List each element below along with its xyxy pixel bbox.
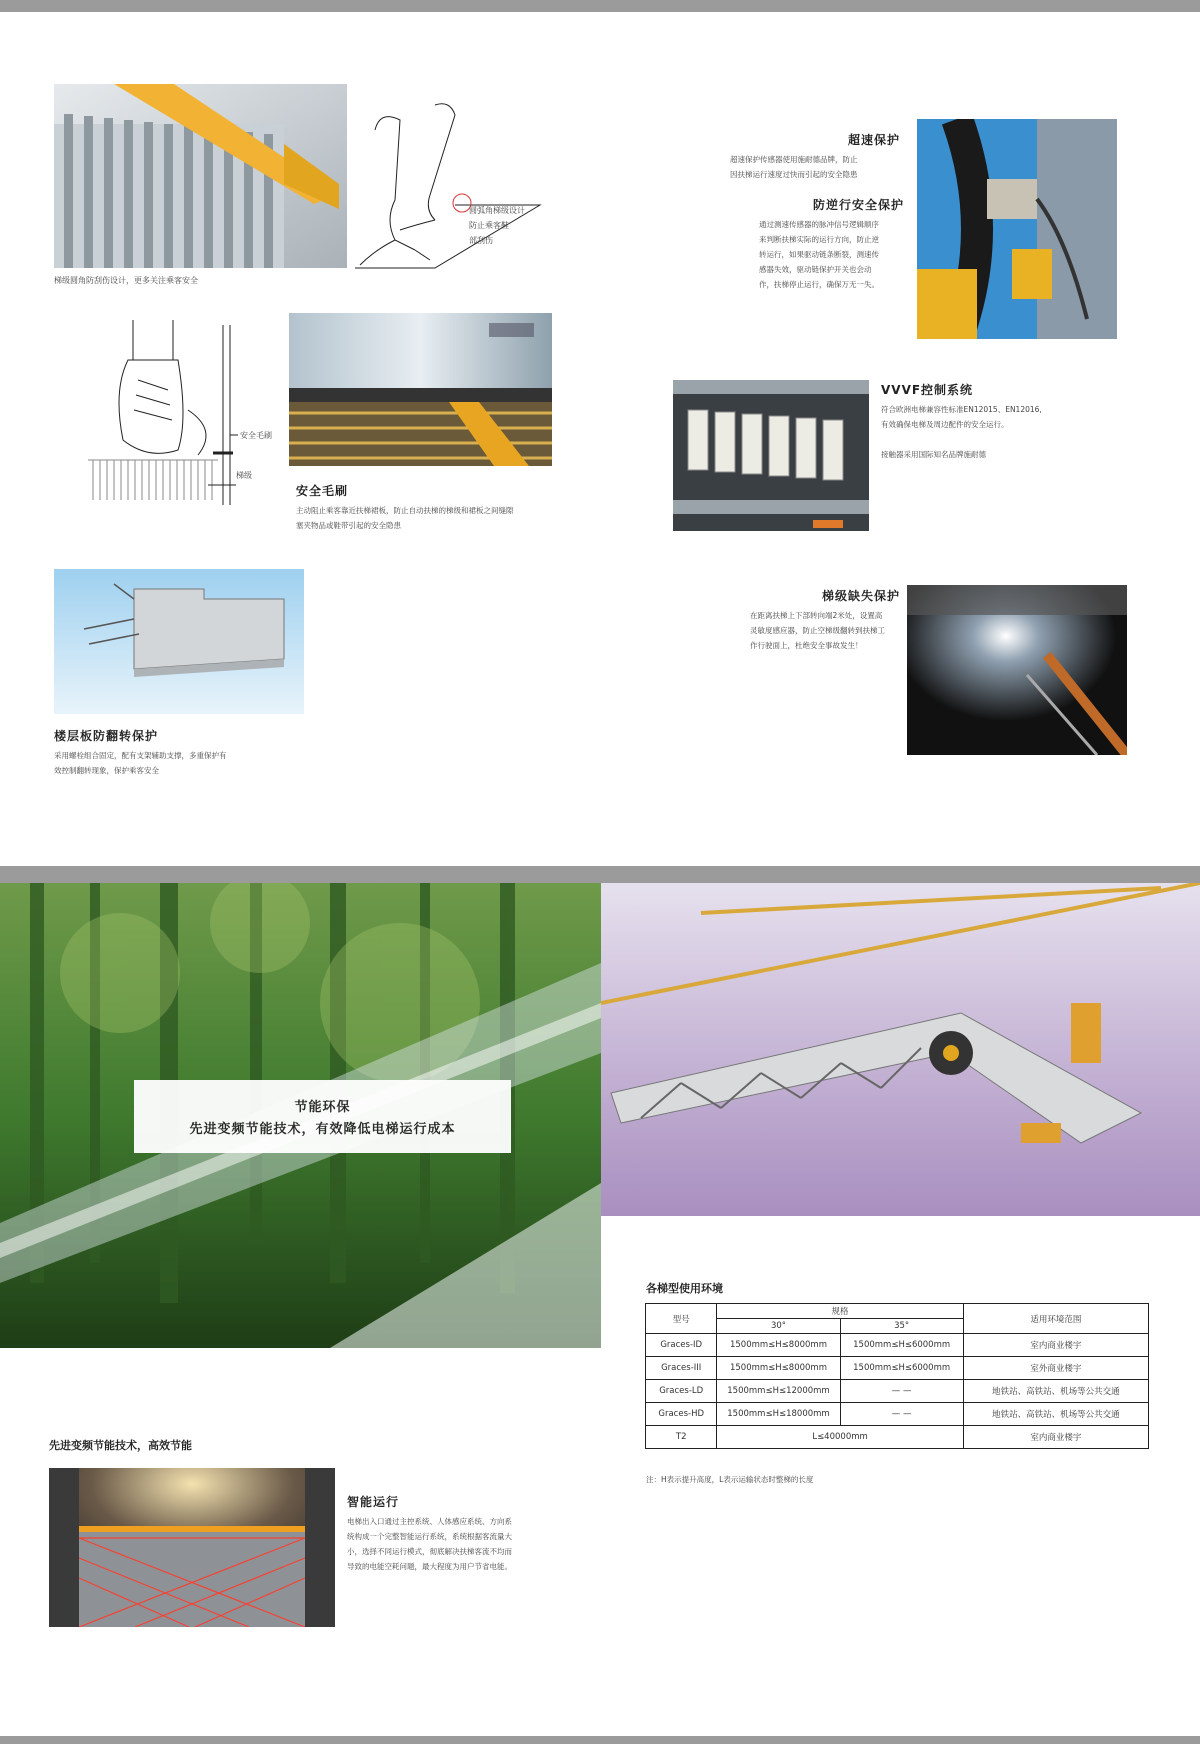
vvvf-section bbox=[881, 381, 1042, 462]
floorplate-text bbox=[54, 748, 227, 778]
missing-step-title: 梯级缺失保护 bbox=[821, 589, 900, 603]
header-model: 型号 bbox=[646, 1304, 717, 1334]
row-model: T2 bbox=[646, 1426, 717, 1449]
reverse-line-5: 作，扶梯停止运行，确保万无一失。 bbox=[759, 280, 879, 289]
reverse-line-2: 来判断扶梯实际的运行方向，防止逆 bbox=[759, 235, 879, 244]
row-30: 1500mm≤H≤8000mm bbox=[717, 1357, 840, 1380]
row-env: 室内商业楼宇 bbox=[963, 1334, 1148, 1357]
floorplate-line-1: 采用螺栓组合固定，配有支架辅助支撑，多重保护有 bbox=[54, 751, 227, 760]
heel-label-2: 防止乘客鞋 bbox=[469, 221, 509, 230]
energy-heading: 先进变频节能技术，高效节能 bbox=[49, 1439, 192, 1452]
vvvf-note: 接触器采用国际知名品牌施耐德 bbox=[881, 450, 986, 459]
header-35deg: 35° bbox=[840, 1319, 963, 1334]
overspeed-line-1: 超速保护传感器使用施耐德品牌，防止 bbox=[730, 155, 858, 164]
label-safety-brush: 安全毛刷 bbox=[240, 431, 272, 440]
row-spec: L≤40000mm bbox=[717, 1426, 963, 1449]
energy-banner bbox=[134, 1080, 511, 1153]
table-row bbox=[646, 1380, 1149, 1403]
label-step: 梯级 bbox=[236, 471, 252, 480]
row-30: 1500mm≤H≤8000mm bbox=[717, 1334, 840, 1357]
step-comb-photo bbox=[54, 84, 347, 268]
smart-line-4: 导致的电能空耗问题，最大程度为用户节省电能。 bbox=[347, 1562, 512, 1571]
heel-labels bbox=[469, 203, 525, 248]
row-35: — — bbox=[840, 1403, 963, 1426]
row-env: 室外商业楼宇 bbox=[963, 1357, 1148, 1380]
overspeed-sensor-photo bbox=[917, 119, 1117, 339]
overspeed-section bbox=[730, 131, 900, 182]
vvvf-contactor-photo bbox=[673, 380, 869, 531]
missing-step-section bbox=[750, 587, 900, 653]
reverse-section bbox=[759, 196, 904, 292]
top-bar bbox=[0, 0, 1200, 12]
missing-step-text bbox=[750, 608, 900, 653]
smart-line-2: 统构成一个完整智能运行系统，系统根据客流量大 bbox=[347, 1532, 512, 1541]
factory-truss-photo bbox=[601, 883, 1200, 1216]
reverse-line-4: 感器失效，驱动链保护开关也会动 bbox=[759, 265, 872, 274]
brush-line-2: 塞夹物品或鞋带引起的安全隐患 bbox=[296, 521, 401, 530]
banner-line-1: 节能环保 bbox=[294, 1100, 351, 1115]
row-env: 地铁站、高铁站、机场等公共交通 bbox=[963, 1403, 1148, 1426]
header-30deg: 30° bbox=[717, 1319, 840, 1334]
missing-step-line-1: 在距离扶梯上下部转向端2米处，设置高 bbox=[750, 611, 883, 620]
table-title: 各梯型使用环境 bbox=[646, 1282, 723, 1295]
row-35: 1500mm≤H≤6000mm bbox=[840, 1357, 963, 1380]
table-row bbox=[646, 1357, 1149, 1380]
smart-section bbox=[347, 1493, 512, 1574]
row-30: 1500mm≤H≤12000mm bbox=[717, 1380, 840, 1403]
row-model: Graces-HD bbox=[646, 1403, 717, 1426]
vvvf-text bbox=[881, 402, 1042, 432]
reverse-title: 防逆行安全保护 bbox=[812, 198, 904, 212]
floorplate-line-2: 效控制翻转现象，保护乘客安全 bbox=[54, 766, 159, 775]
floor-plate-render bbox=[54, 569, 304, 714]
smart-sensor-photo bbox=[49, 1468, 335, 1627]
floorplate-section bbox=[54, 727, 227, 778]
floorplate-title: 楼层板防翻转保护 bbox=[54, 729, 159, 743]
heel-label-3: 部刮伤 bbox=[469, 236, 493, 245]
safety-brush-photo bbox=[289, 313, 552, 466]
header-env: 适用环境范围 bbox=[963, 1304, 1148, 1334]
missing-step-line-3: 作行驶面上，杜绝安全事故发生！ bbox=[750, 641, 863, 650]
reverse-line-1: 通过测速传感器的脉冲信号逻辑顺序 bbox=[759, 220, 879, 229]
vvvf-line-1: 符合欧洲电梯兼容性标准EN12015、EN12016, bbox=[881, 405, 1042, 414]
bottom-bar bbox=[0, 1736, 1200, 1744]
brush-section bbox=[296, 482, 514, 533]
banner-line-2: 先进变频节能技术，有效降低电梯运行成本 bbox=[189, 1122, 456, 1137]
row-env: 地铁站、高铁站、机场等公共交通 bbox=[963, 1380, 1148, 1403]
brush-title: 安全毛刷 bbox=[296, 484, 349, 498]
heel-label-1: 圆弧角梯级设计 bbox=[469, 206, 525, 215]
smart-title: 智能运行 bbox=[347, 1495, 400, 1509]
smart-line-3: 小，选择不同运行模式，彻底解决扶梯客流不均而 bbox=[347, 1547, 512, 1556]
reverse-line-3: 转运行，如果驱动链条断裂，测速传 bbox=[759, 250, 879, 259]
missing-step-photo bbox=[907, 585, 1127, 755]
brush-line-1: 主动阻止乘客靠近扶梯裙板，防止自动扶梯的梯级和裙板之间缝隙 bbox=[296, 506, 514, 515]
table-note: 注：H表示提升高度，L表示运输状态时整梯的长度 bbox=[646, 1475, 814, 1484]
row-model: Graces-ID bbox=[646, 1334, 717, 1357]
smart-line-1: 电梯出入口通过主控系统、人体感应系统、方向系 bbox=[347, 1517, 512, 1526]
overspeed-text bbox=[730, 152, 900, 182]
vvvf-line-2: 有效确保电梯及周边配件的安全运行。 bbox=[881, 420, 1009, 429]
shoe-line-drawing bbox=[88, 320, 288, 510]
table-row bbox=[646, 1426, 1149, 1449]
row-model: Graces-III bbox=[646, 1357, 717, 1380]
spec-table bbox=[645, 1303, 1149, 1449]
overspeed-line-2: 因扶梯运行速度过快而引起的安全隐患 bbox=[730, 170, 858, 179]
row-35: — — bbox=[840, 1380, 963, 1403]
row-30: 1500mm≤H≤18000mm bbox=[717, 1403, 840, 1426]
header-spec: 规格 bbox=[717, 1304, 963, 1319]
table-row bbox=[646, 1334, 1149, 1357]
row-env: 室内商业楼宇 bbox=[963, 1426, 1148, 1449]
row-model: Graces-LD bbox=[646, 1380, 717, 1403]
table-row bbox=[646, 1403, 1149, 1426]
row-35: 1500mm≤H≤6000mm bbox=[840, 1334, 963, 1357]
smart-text bbox=[347, 1514, 512, 1574]
section-divider-bar bbox=[0, 866, 1200, 883]
step-caption: 梯级圆角防刮伤设计，更多关注乘客安全 bbox=[54, 276, 198, 285]
overspeed-title: 超速保护 bbox=[847, 133, 900, 147]
brush-text bbox=[296, 503, 514, 533]
reverse-text bbox=[759, 217, 904, 292]
missing-step-line-2: 灵敏度感应器，防止空梯级翻转到扶梯工 bbox=[750, 626, 885, 635]
vvvf-title: VVVF控制系统 bbox=[881, 383, 974, 397]
